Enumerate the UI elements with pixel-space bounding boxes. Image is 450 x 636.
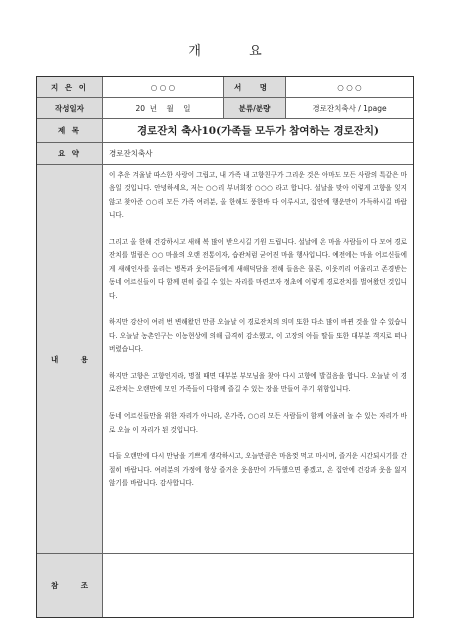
category-value: 경로잔치축사 / 1page: [312, 103, 387, 113]
summary-label: 요 약: [37, 143, 103, 164]
content-paragraph: 하지만 고향은 고향인지라, 명절 때면 대부분 부모님을 찾아 다시 고향에 발걸음을 합니다. 오늘날 이 경로잔치는 오랜만에 모인 가족들이 다함께 즐길 수 있는 장을 만들어 주기 위함입니다.: [109, 372, 407, 394]
subject-value: 경로잔치 축사10(가족들 모두가 참여하는 경로잔치): [136, 125, 380, 137]
content-text: [109, 169, 407, 491]
author-label: 지 은 이: [37, 77, 103, 97]
summary-row: [37, 143, 413, 165]
summary-value: 경로잔치축사: [109, 149, 153, 158]
content-paragraph: 동네 어르신들만을 위한 자리가 아니라, 온가족, ○○리 모든 사람들이 함께 어울려 놀 수 있는 자리가 바로 오늘 이 자리가 된 것입니다.: [109, 412, 407, 434]
signature-label: 서 명: [224, 77, 286, 97]
content-paragraph: 다들 오랜만에 다시 만남을 기쁘게 생각하시고, 오늘만큼은 마음껏 먹고 마시며, 즐거운 시간되시기를 간절히 바랍니다. 여러분의 가정에 항상 즐거운 웃음만이 가득했으면 좋겠고, 온 집안에 건강과 웃음 잃지 않기를 바랍니다. 감사합니다.: [109, 452, 407, 488]
reference-label: 참 조: [37, 554, 103, 617]
content-paragraph: 하지만 강산이 여러 번 변해왔던 만큼 오늘날 이 경로잔치의 의미 또한 다소 많이 바뀐 것을 알 수 있습니다. 오늘날 농촌인구는 이농현상에 의해 급격히 감소했고, 이 고장의 아들 딸들 또한 대부분 객지로 떠나버렸습니다.: [109, 318, 407, 354]
date-row: [37, 98, 413, 119]
content-body: [103, 165, 413, 553]
reference-value: [103, 554, 413, 617]
subject-label: 제 목: [37, 119, 103, 142]
date-value: 20 년 월 일: [103, 98, 224, 118]
author-value: ○ ○ ○: [103, 77, 224, 97]
content-paragraph: 그리고 올 한해 건강하시고 새해 복 많이 받으시길 기원 드립니다. 설날에 온 마을 사람들이 다 모여 경로잔치를 벌림은 ○○ 마을의 오랜 전통이자, 습관처럼 굳어진 마을 행사입니다. 예전에는 마을 어르신들에게 새해인사를 올리는 병목과 웃어른들에게 새해덕담을 전해 들음은 물론, 이웃끼리 어울리고 존경받는 동네 어르신들이 다 함께 편히 즐길 수 있는 자리를 마련코자 정초에 이렇게 경로잔치를 벌여왔던 것입니다.: [109, 238, 407, 300]
date-label: 작성일자: [37, 98, 103, 118]
category-label: 분류/분량: [224, 98, 286, 118]
content-label: 내 용: [37, 165, 103, 553]
author-row: [37, 77, 413, 98]
signature-value: ○ ○ ○: [337, 82, 362, 92]
content-paragraph: 이 추운 겨울날 따스한 사랑이 그립고, 내 가족 내 고향친구가 그리운 것은 아마도 모든 사람의 특같은 마음일 것입니다. 안녕하세요, 저는 ○○리 부녀회장 ○○○ 라고 합니다. 설날을 맞아 이렇게 고향을 잊지 않고 찾아준 ○○리 모든 가족 여러분, 올 한해도 풍한바 다 이루시고, 집안에 행운만이 가득하시길 바랍니다.: [109, 171, 407, 220]
reference-row: [37, 554, 413, 617]
summary-form: [36, 76, 414, 618]
page-title: 개 요: [188, 44, 284, 59]
content-row: [37, 165, 413, 554]
subject-row: [37, 119, 413, 143]
